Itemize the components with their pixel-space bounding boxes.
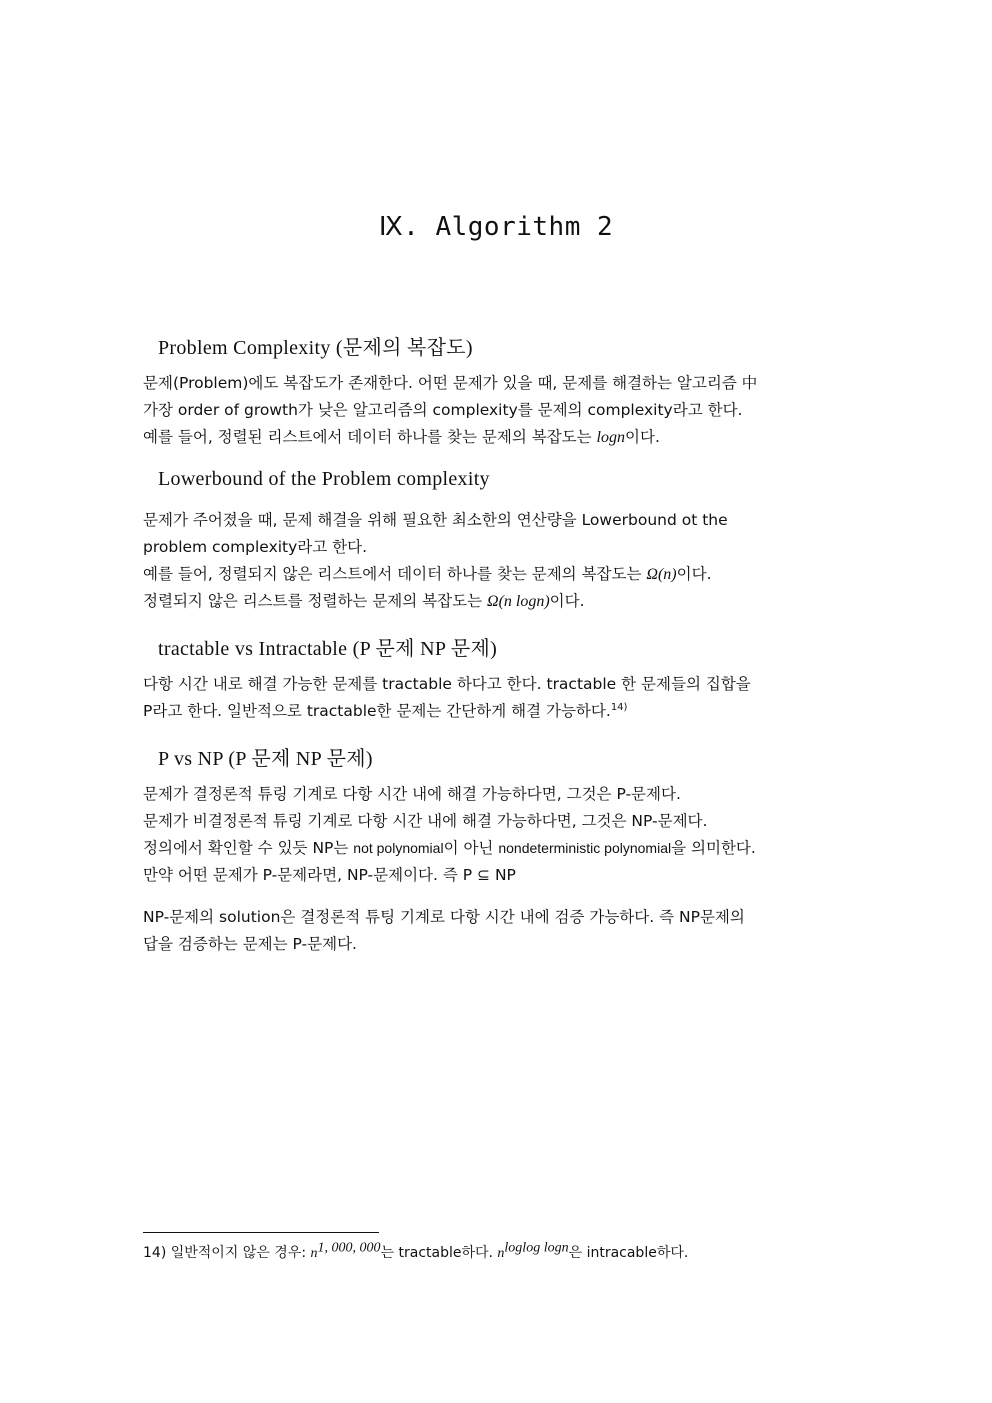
text-line: 다항 시간 내로 해결 가능한 문제를 tractable 하다고 한다. tractable 한 문제들의 집합을: [143, 675, 751, 693]
math-n: n: [310, 1246, 318, 1261]
text-segment: 정렬되지 않은 리스트를 정렬하는 문제의 복잡도는: [143, 592, 487, 610]
footnote-divider: [143, 1232, 379, 1233]
math-omega-n: Ω(n): [646, 566, 677, 583]
paragraph-problem-complexity: [143, 370, 843, 451]
text-segment: 예를 들어, 정렬되지 않은 리스트에서 데이터 하나를 찾는 문제의 복잡도는: [143, 565, 647, 583]
page-title: Ⅸ. Algorithm 2: [378, 212, 614, 242]
text-segment: 이다.: [549, 592, 585, 610]
paragraph-p-vs-np: [143, 781, 843, 889]
text-line: 문제가 비결정론적 튜링 기계로 다항 시간 내에 해결 가능하다면, 그것은 NP-문제다.: [143, 812, 708, 830]
section-heading-problem-complexity: Problem Complexity (문제의 복잡도): [158, 337, 473, 359]
text-line: 가장 order of growth가 낮은 알고리즘의 complexity를 문제의 complexity라고 한다.: [143, 401, 743, 419]
section-heading-p-vs-np: P vs NP (P 문제 NP 문제): [158, 748, 373, 770]
text-segment: P라고 한다. 일반적으로 tractable한 문제는 간단하게 해결 가능하다.: [143, 702, 611, 720]
text-line: problem complexity라고 한다.: [143, 538, 368, 556]
footnote: [143, 1242, 688, 1262]
text-line: NP-문제의 solution은 결정론적 튜팅 기계로 다항 시간 내에 검증 가능하다. 즉 NP문제의: [143, 908, 745, 926]
text-line: 문제가 주어졌을 때, 문제 해결을 위해 필요한 최소한의 연산량을 Lowerbound ot the: [143, 511, 728, 529]
text-line: 답을 검증하는 문제는 P-문제다.: [143, 935, 357, 953]
text-line: [143, 588, 843, 615]
math-n: n: [497, 1246, 505, 1261]
paragraph-lowerbound: [143, 507, 843, 615]
text-segment: 을 의미한다.: [671, 839, 756, 857]
text-line: [143, 424, 843, 451]
section-heading-lowerbound: Lowerbound of the Problem complexity: [158, 468, 490, 490]
text-segment: 이 아닌: [443, 839, 499, 857]
text-line: 문제(Problem)에도 복잡도가 존재한다. 어떤 문제가 있을 때, 문제를 해결하는 알고리즘 中: [143, 374, 758, 392]
text-line: 문제가 결정론적 튜링 기계로 다항 시간 내에 해결 가능하다면, 그것은 P-문제다.: [143, 785, 681, 803]
text-segment: 예를 들어, 정렬된 리스트에서 데이터 하나를 찾는 문제의 복잡도는: [143, 428, 597, 446]
text-segment: nondeterministic polynomial: [498, 840, 672, 856]
math-logn: logn: [596, 429, 625, 446]
math-omega-nlogn: Ω(n logn): [487, 593, 550, 610]
section-heading-tractable: tractable vs Intractable (P 문제 NP 문제): [158, 638, 498, 660]
text-segment: 이다.: [625, 428, 660, 446]
text-segment: 정의에서 확인할 수 있듯 NP는: [143, 839, 354, 857]
text-line: [143, 561, 843, 588]
text-line: [143, 698, 843, 725]
paragraph-np-verification: [143, 904, 843, 958]
math-exponent: loglog logn: [504, 1240, 569, 1256]
text-line: [143, 835, 843, 862]
paragraph-tractable: [143, 671, 843, 725]
footnote-reference: 14): [610, 701, 628, 713]
text-segment: 이다.: [676, 565, 712, 583]
text-segment: 14) 일반적이지 않은 경우:: [143, 1245, 311, 1261]
text-segment: 은 intracable하다.: [568, 1245, 689, 1261]
text-segment: not polynomial: [353, 840, 444, 856]
text-line: 만약 어떤 문제가 P-문제라면, NP-문제이다. 즉 P ⊆ NP: [143, 866, 516, 884]
text-segment: 는 tractable하다.: [380, 1245, 498, 1261]
math-exponent: 1, 000, 000: [317, 1240, 381, 1256]
